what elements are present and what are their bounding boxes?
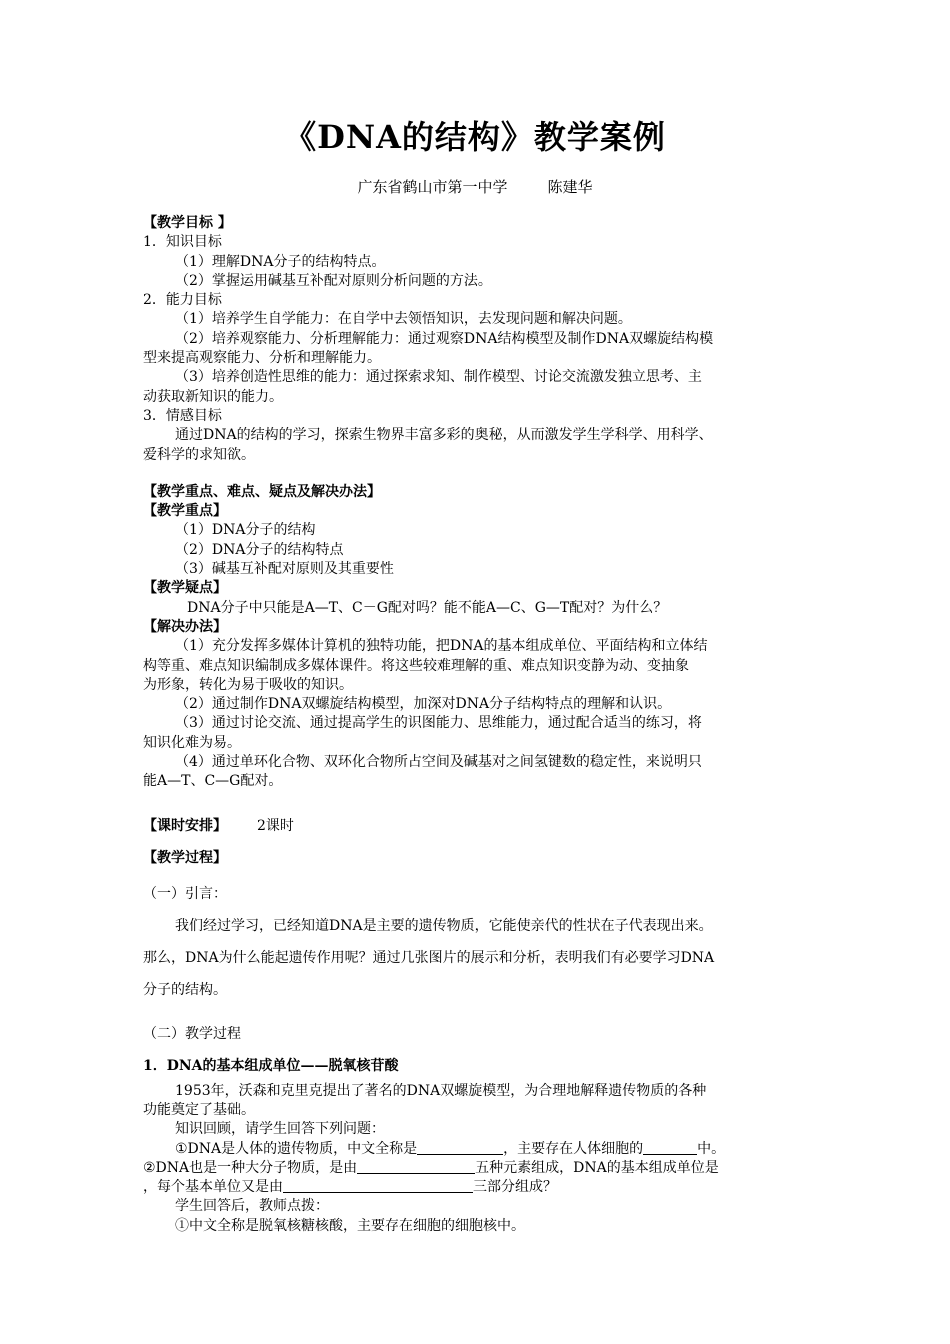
schedule-heading: 【课时安排】	[143, 817, 227, 834]
question-2-text: ，每个基本单位又是由	[143, 1179, 283, 1196]
solution-heading: 【解决办法】	[143, 618, 227, 635]
section1-title: 1．DNA的基本组成单位——脱氧核苷酸	[143, 1057, 399, 1074]
ability-goal-title: 2．能力目标	[143, 292, 222, 309]
section1-line: 功能奠定了基础。	[143, 1101, 255, 1118]
key-point-item: （1）DNA分子的结构	[175, 522, 316, 539]
question-1-text: 中。	[697, 1140, 726, 1157]
schedule-line	[143, 810, 808, 842]
question-1-text: ，主要存在人体细胞的	[503, 1140, 644, 1157]
knowledge-goal-title: 1．知识目标	[143, 234, 222, 251]
solution-line: （3）通过讨论交流、通过提高学生的识图能力、思维能力，通过配合适当的练习，将	[175, 715, 702, 732]
part2-title: （二）教学过程	[143, 1025, 241, 1042]
answer-blank	[417, 1141, 503, 1155]
solution-line: （1）充分发挥多媒体计算机的独特功能，把DNA的基本组成单位、平面结构和立体结	[175, 638, 708, 655]
intro-title: （一）引言：	[143, 885, 227, 902]
doubt-text: DNA分子中只能是A—T、C－G配对吗？能不能A—C、G—T配对？为什么？	[187, 599, 668, 616]
question-2-text: ②DNA也是一种大分子物质，是由	[143, 1159, 358, 1176]
ability-goal-line: （3）培养创造性思维的能力：通过探索求知、制作模型、讨论交流激发独立思考、主	[175, 369, 702, 386]
solution-line: 为形象，转化为易于吸收的知识。	[143, 676, 353, 693]
goals-heading: 【教学目标 】	[143, 215, 232, 231]
solution-line: 构等重、难点知识编制成多媒体课件。将这些较难理解的重、难点知识变静为动、变抽象	[143, 657, 689, 674]
knowledge-goal-item: （1）理解DNA分子的结构特点。	[175, 253, 386, 270]
author-name: 陈建华	[547, 178, 593, 196]
answer-blank	[357, 1160, 475, 1174]
author-school: 广东省鹤山市第一中学	[357, 178, 508, 196]
solution-line: （4）通过单环化合物、双环化合物所占空间及碱基对之间氢键数的稳定性，来说明只	[175, 754, 702, 771]
question-1	[143, 1140, 808, 1159]
section1-line: 知识回顾，请学生回答下列问题：	[175, 1121, 385, 1138]
ability-goal-line: 型来提高观察能力、分析和理解能力。	[143, 350, 381, 367]
intro-line: 那么，DNA为什么能起遗传作用呢？通过几张图片的展示和分析，表明我们有必要学习DNA	[143, 949, 715, 966]
ability-goal-line: （2）培养观察能力、分析理解能力：通过观察DNA结构模型及制作DNA双螺旋结构模	[175, 330, 714, 347]
intro-line: 分子的结构。	[143, 981, 227, 998]
document-body	[143, 214, 808, 1236]
emotion-goal-line: 爱科学的求知欲。	[143, 446, 255, 463]
ability-goal-line: 动获取新知识的能力。	[143, 388, 283, 405]
focus-heading: 【教学重点、难点、疑点及解决办法】	[143, 483, 381, 500]
answer-blank	[283, 1179, 473, 1193]
emotion-goal-title: 3．情感目标	[143, 407, 222, 424]
emotion-goal-line: 通过DNA的结构的学习，探索生物界丰富多彩的奥秘，从而激发学生学科学、用科学、	[175, 427, 713, 444]
answer-1: ①中文全称是脱氧核糖核酸，主要存在细胞的细胞核中。	[175, 1217, 525, 1234]
question-2	[143, 1159, 808, 1178]
question-2-text: 三部分组成？	[473, 1179, 557, 1196]
question-2-text: 五种元素组成，DNA的基本组成单位是	[475, 1159, 719, 1176]
document-title: 《DNA的结构》教学案例	[284, 118, 666, 156]
solution-line: 能A—T、C—G配对。	[143, 773, 283, 790]
intro-line: 我们经过学习，已经知道DNA是主要的遗传物质，它能使亲代的性状在子代表现出来。	[175, 917, 713, 934]
solution-line: （2）通过制作DNA双螺旋结构模型，加深对DNA分子结构特点的理解和认识。	[175, 696, 672, 713]
solution-line: 知识化难为易。	[143, 734, 241, 751]
section1-line: 1953年，沃森和克里克提出了著名的DNA双螺旋模型，为合理地解释遗传物质的各种	[175, 1082, 707, 1099]
key-point-item: （3）碱基互补配对原则及其重要性	[175, 561, 394, 578]
teacher-tip: 学生回答后，教师点拨：	[175, 1198, 329, 1215]
question-2-cont	[143, 1178, 808, 1197]
answer-blank	[643, 1141, 697, 1155]
knowledge-goal-item: （2）掌握运用碱基互补配对原则分析问题的方法。	[175, 272, 492, 289]
schedule-value: 2课时	[257, 817, 294, 834]
doubt-heading: 【教学疑点】	[143, 580, 227, 597]
author-line	[0, 176, 950, 197]
question-1-text: ①DNA是人体的遗传物质，中文全称是	[175, 1140, 418, 1157]
key-point-item: （2）DNA分子的结构特点	[175, 541, 344, 558]
ability-goal-line: （1）培养学生自学能力：在自学中去领悟知识，去发现问题和解决问题。	[175, 311, 632, 328]
process-heading: 【教学过程】	[143, 849, 227, 866]
key-points-heading: 【教学重点】	[143, 503, 227, 520]
